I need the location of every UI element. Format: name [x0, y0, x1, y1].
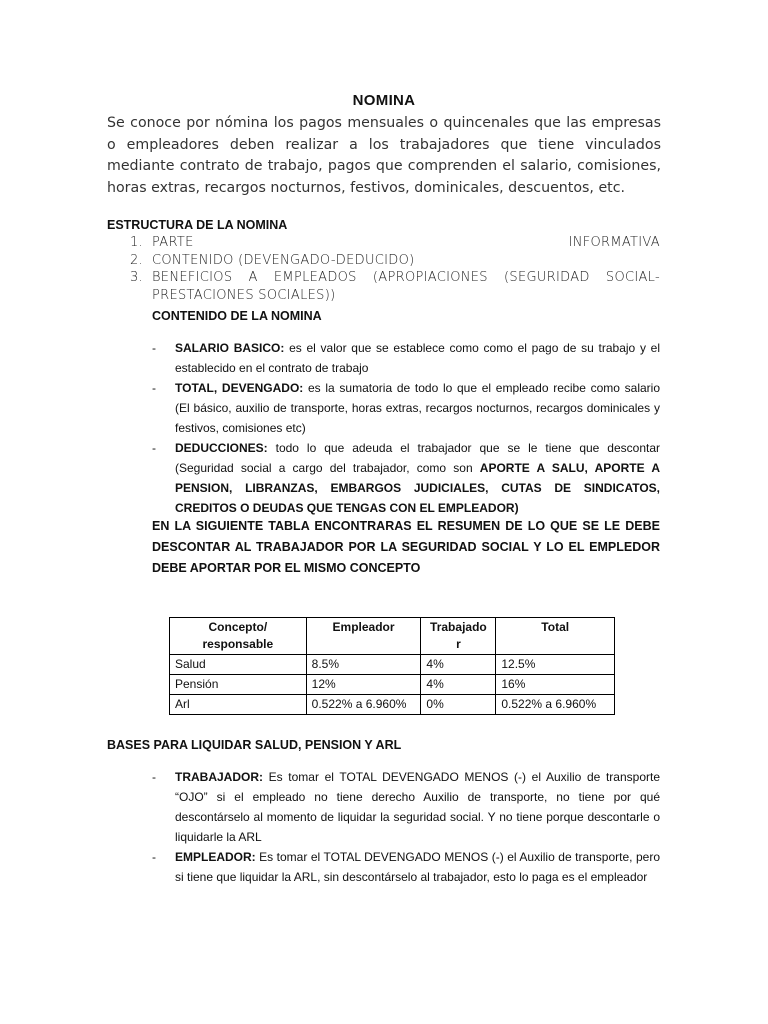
item-label: EMPLEADOR:	[175, 850, 256, 864]
item-label: TOTAL, DEVENGADO:	[175, 381, 304, 395]
table-row	[170, 695, 615, 715]
bullet-dash: -	[152, 770, 156, 784]
contenido-heading: CONTENIDO DE LA NOMINA	[152, 309, 322, 323]
table-cell: 16%	[496, 675, 615, 695]
list-item	[152, 338, 660, 378]
page-title: NOMINA	[352, 92, 416, 109]
list-number: 3.	[130, 270, 144, 285]
table-header-cell: Empleador	[306, 618, 421, 655]
bullet-dash: -	[152, 341, 156, 355]
table-header-cell: Concepto/ responsable	[170, 618, 307, 655]
intro-paragraph: Se conoce por nómina los pagos mensuales o quincenales que las empresas o empleadores deben realizar a los trabajadores que tiene vinculados mediante contrato de trabajo, pagos que comprenden el salario, comisiones, horas extras, recargos nocturnos, festivos, dominicales, descuentos, etc.	[107, 115, 661, 196]
item-label: SALARIO BASICO:	[175, 341, 285, 355]
item-bold-tail: APORTE A SALU, APORTE A PENSION, LIBRANZAS, EMBARGOS JUDICIALES, CUTAS DE SINDICATOS, CREDITOS O DEUDAS QUE TENGAS CON EL EMPLEADOR)	[175, 461, 660, 515]
list-item	[152, 767, 660, 847]
bullet-dash: -	[152, 441, 156, 455]
table-header-cell: Total	[496, 618, 615, 655]
table-header-cell: Trabajado r	[421, 618, 496, 655]
table-header-row	[170, 618, 615, 655]
seguridad-social-table	[169, 617, 615, 715]
item-text: Es tomar el TOTAL DEVENGADO MENOS (-) el Auxilio de transporte “OJO” si el empleado no tiene derecho Auxilio de transporte, no tiene por qué descontárselo al momento de liquidar la seguridad social. Y no tiene porque descontarle o liquidarle la ARL	[175, 770, 660, 844]
table-cell: 0%	[421, 695, 496, 715]
list-number: 1.	[130, 235, 144, 250]
table-cell: Salud	[170, 655, 307, 675]
item-text: es la sumatoria de todo lo que el empleado recibe como salario (El básico, auxilio de transporte, horas extras, recargos nocturnos, recargos dominicales y festivos, comisiones etc)	[175, 381, 661, 435]
item-label: TRABAJADOR:	[175, 770, 263, 784]
item-text: todo lo que adeuda el trabajador que se le tiene que descontar (Seguridad social a cargo del trabajador, como son	[175, 441, 660, 475]
table-cell: 0.522% a 6.960%	[496, 695, 615, 715]
bullet-dash: -	[152, 381, 156, 395]
table-cell: 12.5%	[496, 655, 615, 675]
bases-heading: BASES PARA LIQUIDAR SALUD, PENSION Y ARL	[107, 738, 402, 752]
table-cell: 12%	[306, 675, 421, 695]
estructura-heading: ESTRUCTURA DE LA NOMINA	[107, 218, 288, 232]
table-row	[170, 675, 615, 695]
table-cell: 4%	[421, 655, 496, 675]
item-text: Es tomar el TOTAL DEVENGADO MENOS (-) el Auxilio de transporte, pero si tiene que liquidar la ARL, sin descontárselo al trabajador, esto lo paga es el empleador	[175, 850, 660, 884]
estructura-list	[130, 234, 660, 304]
table-row	[170, 655, 615, 675]
list-item	[130, 234, 660, 252]
list-item	[152, 378, 660, 438]
item-label: DEDUCCIONES:	[175, 441, 268, 455]
table-cell: Arl	[170, 695, 307, 715]
table-cell: 8.5%	[306, 655, 421, 675]
list-item-text: CONTENIDO (DEVENGADO-DEDUCIDO)	[152, 252, 415, 268]
list-item-text: BENEFICIOS A EMPLEADOS (APROPIACIONES (SEGURIDAD SOCIAL- PRESTACIONES SOCIALES))	[152, 270, 660, 303]
table-intro-paragraph: EN LA SIGUIENTE TABLA ENCONTRARAS EL RESUMEN DE LO QUE SE LE DEBE DESCONTAR AL TRABAJADOR POR LA SEGURIDAD SOCIAL Y LO EL EMPLEDOR DEBE APORTAR POR EL MISMO CONCEPTO	[152, 519, 660, 575]
list-item	[152, 438, 660, 518]
list-number: 2.	[130, 252, 144, 268]
bases-list	[152, 767, 660, 887]
list-item	[152, 847, 660, 887]
list-item	[130, 269, 660, 304]
table-cell: 0.522% a 6.960%	[306, 695, 421, 715]
bullet-dash: -	[152, 850, 156, 864]
table-cell: Pensión	[170, 675, 307, 695]
item-text: es el valor que se establece como como el pago de su trabajo y el establecido en el contrato de trabajo	[175, 341, 661, 375]
list-item	[130, 252, 660, 270]
contenido-list	[152, 338, 660, 518]
table-cell: 4%	[421, 675, 496, 695]
list-item-text: PARTE INFORMATIVA	[152, 235, 660, 250]
